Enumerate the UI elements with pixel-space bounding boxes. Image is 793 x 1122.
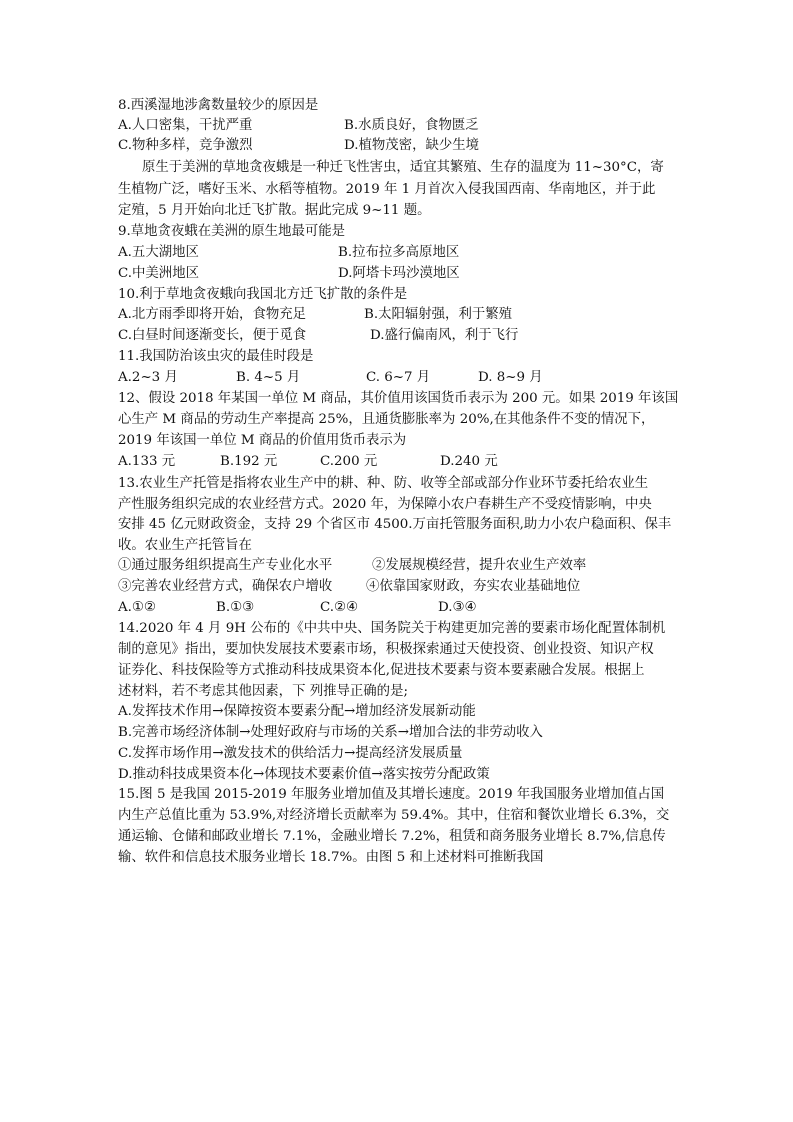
q9-option-c: C.中美洲地区 [118, 266, 199, 281]
q14-stem-line: 14.2020 年 4 月 9H 公布的《中共中央、国务院关于构建更加完善的要素市场化配置体制机 [118, 621, 666, 636]
q13-statements-row-2 [118, 577, 678, 597]
q14-stem-line: 证券化、科技保险等方式推动科技成果资本化,促进技术要素与资本要素融合发展。根据上 [118, 663, 645, 678]
q14-stem-line: 制的意见》指出，要加快发展技术要素市场，积极探索通过天使投资、创业投资、知识产权 [118, 642, 654, 657]
q13-statement-2: ②发展规模经营，提升农业生产效率 [372, 558, 587, 573]
q13-statement-3: ③完善农业经营方式，确保农户增收 [118, 579, 333, 594]
q12-option-d: D.240 元 [440, 454, 498, 469]
q13-statement-4: ④依靠国家财政，夯实农业基础地位 [366, 579, 581, 594]
q13-stem-line: 产性服务组织完成的农业经营方式。2020 年，为保障小农户春耕生产不受疫情影响，中央 [118, 497, 652, 512]
q13-option-c: C.②④ [320, 600, 359, 615]
q10-option-d: D.盛行偏南风，利于飞行 [370, 328, 519, 343]
q12-option-c: C.200 元 [320, 454, 378, 469]
q9-options-row-2 [118, 264, 678, 284]
q11-option-c: C. 6~7 月 [366, 370, 431, 385]
q13-stem-line: 收。农业生产托管旨在 [118, 538, 252, 553]
q11-stem: 11.我国防治该虫灾的最佳时段是 [118, 349, 314, 364]
q13-stem-line: 13.农业生产托管是指将农业生产中的耕、种、防、收等全部或部分作业环节委托给农业生 [118, 476, 649, 491]
q13-options-row [118, 598, 678, 618]
q15-stem-line: 通运输、仓储和邮政业增长 7.1%，金融业增长 7.2%，租赁和商务服务业增长 8.7%,信息传 [118, 829, 666, 844]
q12-options-row [118, 452, 678, 472]
q12-stem-line: 2019 年该国一单位 M 商品的价值用货币表示为 [118, 433, 407, 448]
q12-stem-line: 12、假设 2018 年某国一单位 M 商品，其价值用该国货币表示为 200 元。如果 2019 年该国 [118, 391, 679, 406]
q14-option-d: D.推动科技成果资本化→体现技术要素价值→落实按劳分配政策 [118, 767, 490, 782]
q8-stem: 8.西溪湿地涉禽数量较少的原因是 [118, 98, 319, 113]
q15-stem-line: 内生产总值比重为 53.9%,对经济增长贡献率为 59.4%。其中，住宿和餐饮业增长 6.3%，交 [118, 808, 670, 823]
q10-options-row-2 [118, 326, 678, 346]
q14-option-b: B.完善市场经济体制→处理好政府与市场的关系→增加合法的非劳动收入 [118, 725, 543, 740]
q13-statements-row-1 [118, 556, 678, 576]
q12-option-a: A.133 元 [118, 454, 176, 469]
q15-stem-line: 15.图 5 是我国 2015-2019 年服务业增加值及其增长速度。2019 年我国服务业增加值占国 [118, 787, 665, 802]
q8-option-b: B.水质良好，食物匮乏 [344, 118, 479, 133]
q10-stem: 10.利于草地贪夜蛾向我国北方迁飞扩散的条件是 [118, 287, 408, 302]
q8-options-row-2 [118, 136, 678, 156]
q13-option-b: B.①③ [216, 600, 255, 615]
q9-stem: 9.草地贪夜蛾在美洲的原生地最可能是 [118, 224, 346, 239]
q8-option-a: A.人口密集，干扰严重 [118, 118, 253, 133]
q15-stem-line: 输、软件和信息技术服务业增长 18.7%。由图 5 和上述材料可推断我国 [118, 850, 544, 865]
passage-line: 定殖，5 月开始向北迁飞扩散。据此完成 9~11 题。 [118, 203, 431, 218]
q14-option-a: A.发挥技术作用→保障按资本要素分配→增加经济发展新动能 [118, 704, 476, 719]
q12-stem-line: 心生产 M 商品的劳动生产率提高 25%，且通货膨胀率为 20%,在其他条件不变的情况下， [118, 412, 655, 427]
q13-option-a: A.①② [118, 600, 156, 615]
passage-line: 生植物广泛，嗜好玉米、水稻等植物。2019 年 1 月首次入侵我国西南、华南地区，并于此 [118, 182, 656, 197]
q10-option-c: C.白昼时间逐渐变长，便于觅食 [118, 328, 307, 343]
q13-statement-1: ①通过服务组织提高生产专业化水平 [118, 558, 333, 573]
q12-option-b: B.192 元 [220, 454, 278, 469]
q11-option-b: B. 4~5 月 [236, 370, 301, 385]
passage-line: 原生于美洲的草地贪夜蛾是一种迁飞性害虫，适宜其繁殖、生存的温度为 11~30°C，寄 [142, 160, 664, 175]
q13-option-d: D.③④ [438, 600, 477, 615]
q9-option-a: A.五大湖地区 [118, 245, 199, 260]
q14-option-c: C.发挥市场作用→激发技术的供给活力→提高经济发展质量 [118, 746, 463, 761]
q9-option-d: D.阿塔卡玛沙漠地区 [338, 266, 460, 281]
q8-options-row-1 [118, 116, 678, 136]
q9-options-row-1 [118, 243, 678, 263]
q8-option-d: D.植物茂密，缺少生境 [344, 138, 480, 153]
q10-options-row-1 [118, 305, 678, 325]
q10-option-a: A.北方雨季即将开始，食物充足 [118, 307, 307, 322]
q8-option-c: C.物种多样，竞争激烈 [118, 138, 253, 153]
q10-option-b: B.太阳辐射强，利于繁殖 [364, 307, 513, 322]
q11-option-d: D. 8~9 月 [478, 370, 543, 385]
q11-option-a: A.2~3 月 [118, 370, 178, 385]
q13-stem-line: 安排 45 亿元财政资金，支持 29 个省区市 4500.万亩托管服务面积,助力小农户稳面积、保丰 [118, 517, 672, 532]
q9-option-b: B.拉布拉多高原地区 [338, 245, 460, 260]
q11-options-row [118, 368, 678, 388]
q14-stem-line: 述材料，若不考虑其他因素，下 列推导正确的是; [118, 684, 408, 699]
